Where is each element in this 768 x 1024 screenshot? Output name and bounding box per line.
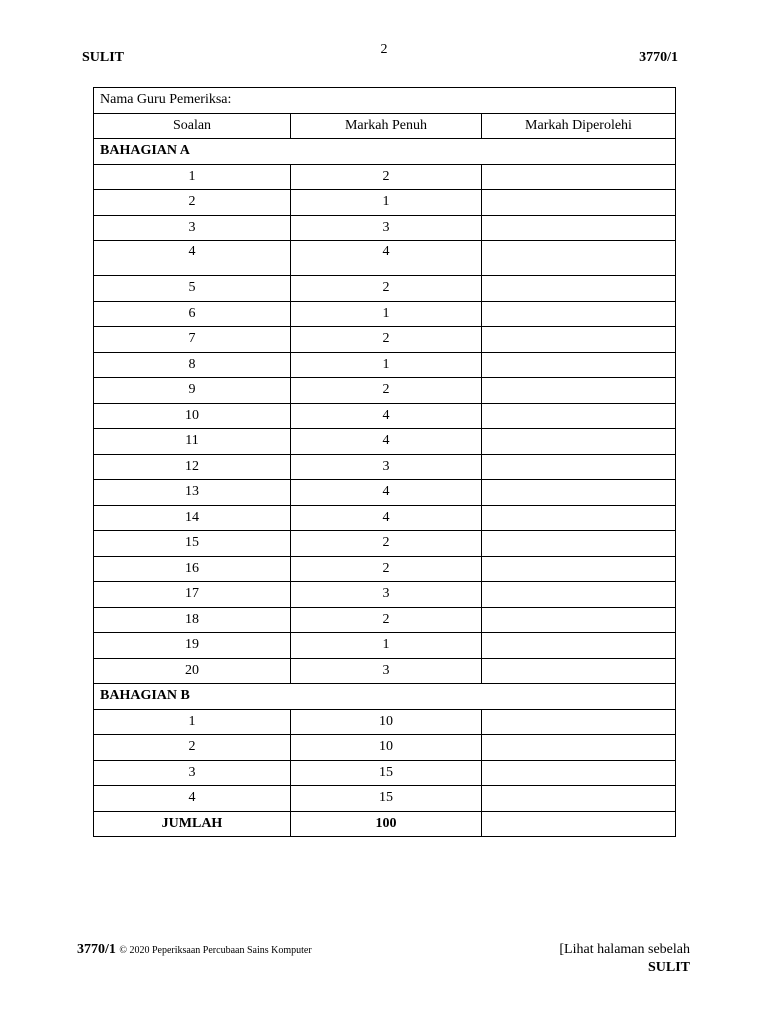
full-marks-cell: 2 [291, 378, 482, 404]
question-number-cell: 17 [94, 582, 291, 608]
obtained-marks-cell [482, 556, 676, 582]
obtained-marks-cell [482, 378, 676, 404]
total-marks: 100 [291, 811, 482, 837]
section-b-title: BAHAGIAN B [94, 684, 676, 710]
question-number-cell: 16 [94, 556, 291, 582]
question-number-cell: 3 [94, 760, 291, 786]
header-classification: SULIT [82, 50, 125, 65]
table-row [94, 760, 676, 786]
footer-left [77, 942, 312, 958]
table-row [94, 276, 676, 302]
table-row [94, 633, 676, 659]
question-number-cell: 19 [94, 633, 291, 659]
question-number-cell: 10 [94, 403, 291, 429]
table-row [94, 735, 676, 761]
full-marks-cell: 1 [291, 301, 482, 327]
obtained-marks-cell [482, 607, 676, 633]
obtained-marks-cell [482, 403, 676, 429]
table-row [94, 378, 676, 404]
table-row [94, 164, 676, 190]
table-row [94, 241, 676, 276]
obtained-marks-cell [482, 454, 676, 480]
table-row [94, 556, 676, 582]
obtained-marks-cell [482, 760, 676, 786]
question-number-cell: 4 [94, 241, 291, 276]
total-row [94, 811, 676, 837]
full-marks-cell: 10 [291, 735, 482, 761]
full-marks-cell: 4 [291, 429, 482, 455]
question-number-cell: 14 [94, 505, 291, 531]
footer-copyright: © 2020 Peperiksaan Percubaan Sains Komputer [119, 945, 312, 956]
footer-code: 3770/1 [77, 942, 116, 957]
question-number-cell: 6 [94, 301, 291, 327]
obtained-marks-cell [482, 215, 676, 241]
question-number-cell: 8 [94, 352, 291, 378]
full-marks-cell: 1 [291, 633, 482, 659]
marks-table [93, 87, 676, 837]
footer-classification: SULIT [647, 960, 690, 975]
table-row [94, 709, 676, 735]
full-marks-cell: 3 [291, 215, 482, 241]
obtained-marks-cell [482, 164, 676, 190]
obtained-marks-cell [482, 786, 676, 812]
section-b-row [94, 684, 676, 710]
total-obtained-cell [482, 811, 676, 837]
obtained-marks-cell [482, 480, 676, 506]
full-marks-cell: 1 [291, 190, 482, 216]
question-number-cell: 2 [94, 735, 291, 761]
question-number-cell: 4 [94, 786, 291, 812]
question-number-cell: 13 [94, 480, 291, 506]
table-row [94, 658, 676, 684]
table-row [94, 352, 676, 378]
full-marks-cell: 3 [291, 454, 482, 480]
table-row [94, 301, 676, 327]
full-marks-cell: 3 [291, 658, 482, 684]
question-number-cell: 15 [94, 531, 291, 557]
full-marks-cell: 4 [291, 480, 482, 506]
obtained-marks-cell [482, 505, 676, 531]
question-number-cell: 3 [94, 215, 291, 241]
table-row [94, 607, 676, 633]
table-row [94, 454, 676, 480]
question-number-cell: 18 [94, 607, 291, 633]
examiner-label: Nama Guru Pemeriksa: [94, 88, 676, 114]
obtained-marks-cell [482, 327, 676, 353]
column-header-full-marks: Markah Penuh [291, 113, 482, 139]
column-header-obtained-marks: Markah Diperolehi [482, 113, 676, 139]
question-number-cell: 2 [94, 190, 291, 216]
obtained-marks-cell [482, 633, 676, 659]
paper-code: 3770/1 [639, 50, 678, 65]
obtained-marks-cell [482, 352, 676, 378]
footer-next-page: [Lihat halaman sebelah [559, 942, 690, 957]
question-number-cell: 9 [94, 378, 291, 404]
column-header-row [94, 113, 676, 139]
table-row [94, 190, 676, 216]
page-number: 2 [380, 42, 388, 57]
table-row [94, 582, 676, 608]
full-marks-cell: 1 [291, 352, 482, 378]
full-marks-cell: 2 [291, 276, 482, 302]
table-row [94, 786, 676, 812]
question-number-cell: 11 [94, 429, 291, 455]
full-marks-cell: 2 [291, 327, 482, 353]
table-row [94, 480, 676, 506]
section-a-title: BAHAGIAN A [94, 139, 676, 165]
full-marks-cell: 4 [291, 505, 482, 531]
question-number-cell: 12 [94, 454, 291, 480]
total-label: JUMLAH [94, 811, 291, 837]
full-marks-cell: 3 [291, 582, 482, 608]
obtained-marks-cell [482, 241, 676, 276]
question-number-cell: 20 [94, 658, 291, 684]
obtained-marks-cell [482, 301, 676, 327]
obtained-marks-cell [482, 429, 676, 455]
table-row [94, 403, 676, 429]
table-row [94, 429, 676, 455]
obtained-marks-cell [482, 190, 676, 216]
question-number-cell: 5 [94, 276, 291, 302]
full-marks-cell: 15 [291, 786, 482, 812]
examiner-row [94, 88, 676, 114]
obtained-marks-cell [482, 709, 676, 735]
table-row [94, 531, 676, 557]
section-a-row [94, 139, 676, 165]
full-marks-cell: 2 [291, 556, 482, 582]
obtained-marks-cell [482, 658, 676, 684]
obtained-marks-cell [482, 735, 676, 761]
full-marks-cell: 4 [291, 403, 482, 429]
table-row [94, 327, 676, 353]
full-marks-cell: 4 [291, 241, 482, 276]
obtained-marks-cell [482, 531, 676, 557]
full-marks-cell: 10 [291, 709, 482, 735]
question-number-cell: 7 [94, 327, 291, 353]
column-header-question: Soalan [94, 113, 291, 139]
table-row [94, 505, 676, 531]
table-row [94, 215, 676, 241]
obtained-marks-cell [482, 582, 676, 608]
question-number-cell: 1 [94, 164, 291, 190]
full-marks-cell: 2 [291, 607, 482, 633]
obtained-marks-cell [482, 276, 676, 302]
full-marks-cell: 2 [291, 531, 482, 557]
full-marks-cell: 2 [291, 164, 482, 190]
full-marks-cell: 15 [291, 760, 482, 786]
question-number-cell: 1 [94, 709, 291, 735]
